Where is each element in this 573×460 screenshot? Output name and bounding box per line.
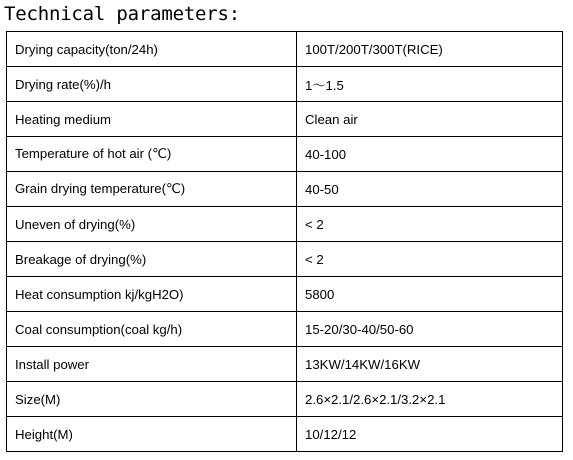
parameter-value: 10/12/12: [297, 417, 563, 452]
table-row: [7, 347, 563, 382]
table-row: [7, 32, 563, 67]
parameter-name: Size(M): [7, 382, 297, 417]
parameter-value: 100T/200T/300T(RICE): [297, 32, 563, 67]
parameter-name: Drying rate(%)/h: [7, 67, 297, 102]
table-row: [7, 67, 563, 102]
table-row: [7, 137, 563, 172]
table-row: [7, 242, 563, 277]
parameter-value: 15-20/30-40/50-60: [297, 312, 563, 347]
parameter-name: Heat consumption kj/kgH2O): [7, 277, 297, 312]
parameter-name: Uneven of drying(%): [7, 207, 297, 242]
table-row: [7, 382, 563, 417]
table-row: [7, 277, 563, 312]
parameter-value: < 2: [297, 207, 563, 242]
parameter-name: Height(M): [7, 417, 297, 452]
table-row: [7, 312, 563, 347]
parameter-value: < 2: [297, 242, 563, 277]
parameter-value: 40-100: [297, 137, 563, 172]
parameter-value: 5800: [297, 277, 563, 312]
parameter-value: 13KW/14KW/16KW: [297, 347, 563, 382]
parameter-name: Temperature of hot air (℃): [7, 137, 297, 172]
parameter-name: Grain drying temperature(℃): [7, 172, 297, 207]
table-row: [7, 417, 563, 452]
table-row: [7, 207, 563, 242]
parameter-name: Coal consumption(coal kg/h): [7, 312, 297, 347]
parameter-value: 2.6×2.1/2.6×2.1/3.2×2.1: [297, 382, 563, 417]
page-title: Technical parameters:: [4, 3, 241, 25]
parameter-value: 1～1.5: [297, 67, 563, 102]
parameter-name: Drying capacity(ton/24h): [7, 32, 297, 67]
parameter-value: Clean air: [297, 102, 563, 137]
parameter-value: 40-50: [297, 172, 563, 207]
table-row: [7, 172, 563, 207]
parameter-name: Breakage of drying(%): [7, 242, 297, 277]
table-row: [7, 102, 563, 137]
parameter-name: Install power: [7, 347, 297, 382]
technical-parameters-table: [6, 31, 563, 452]
parameter-name: Heating medium: [7, 102, 297, 137]
